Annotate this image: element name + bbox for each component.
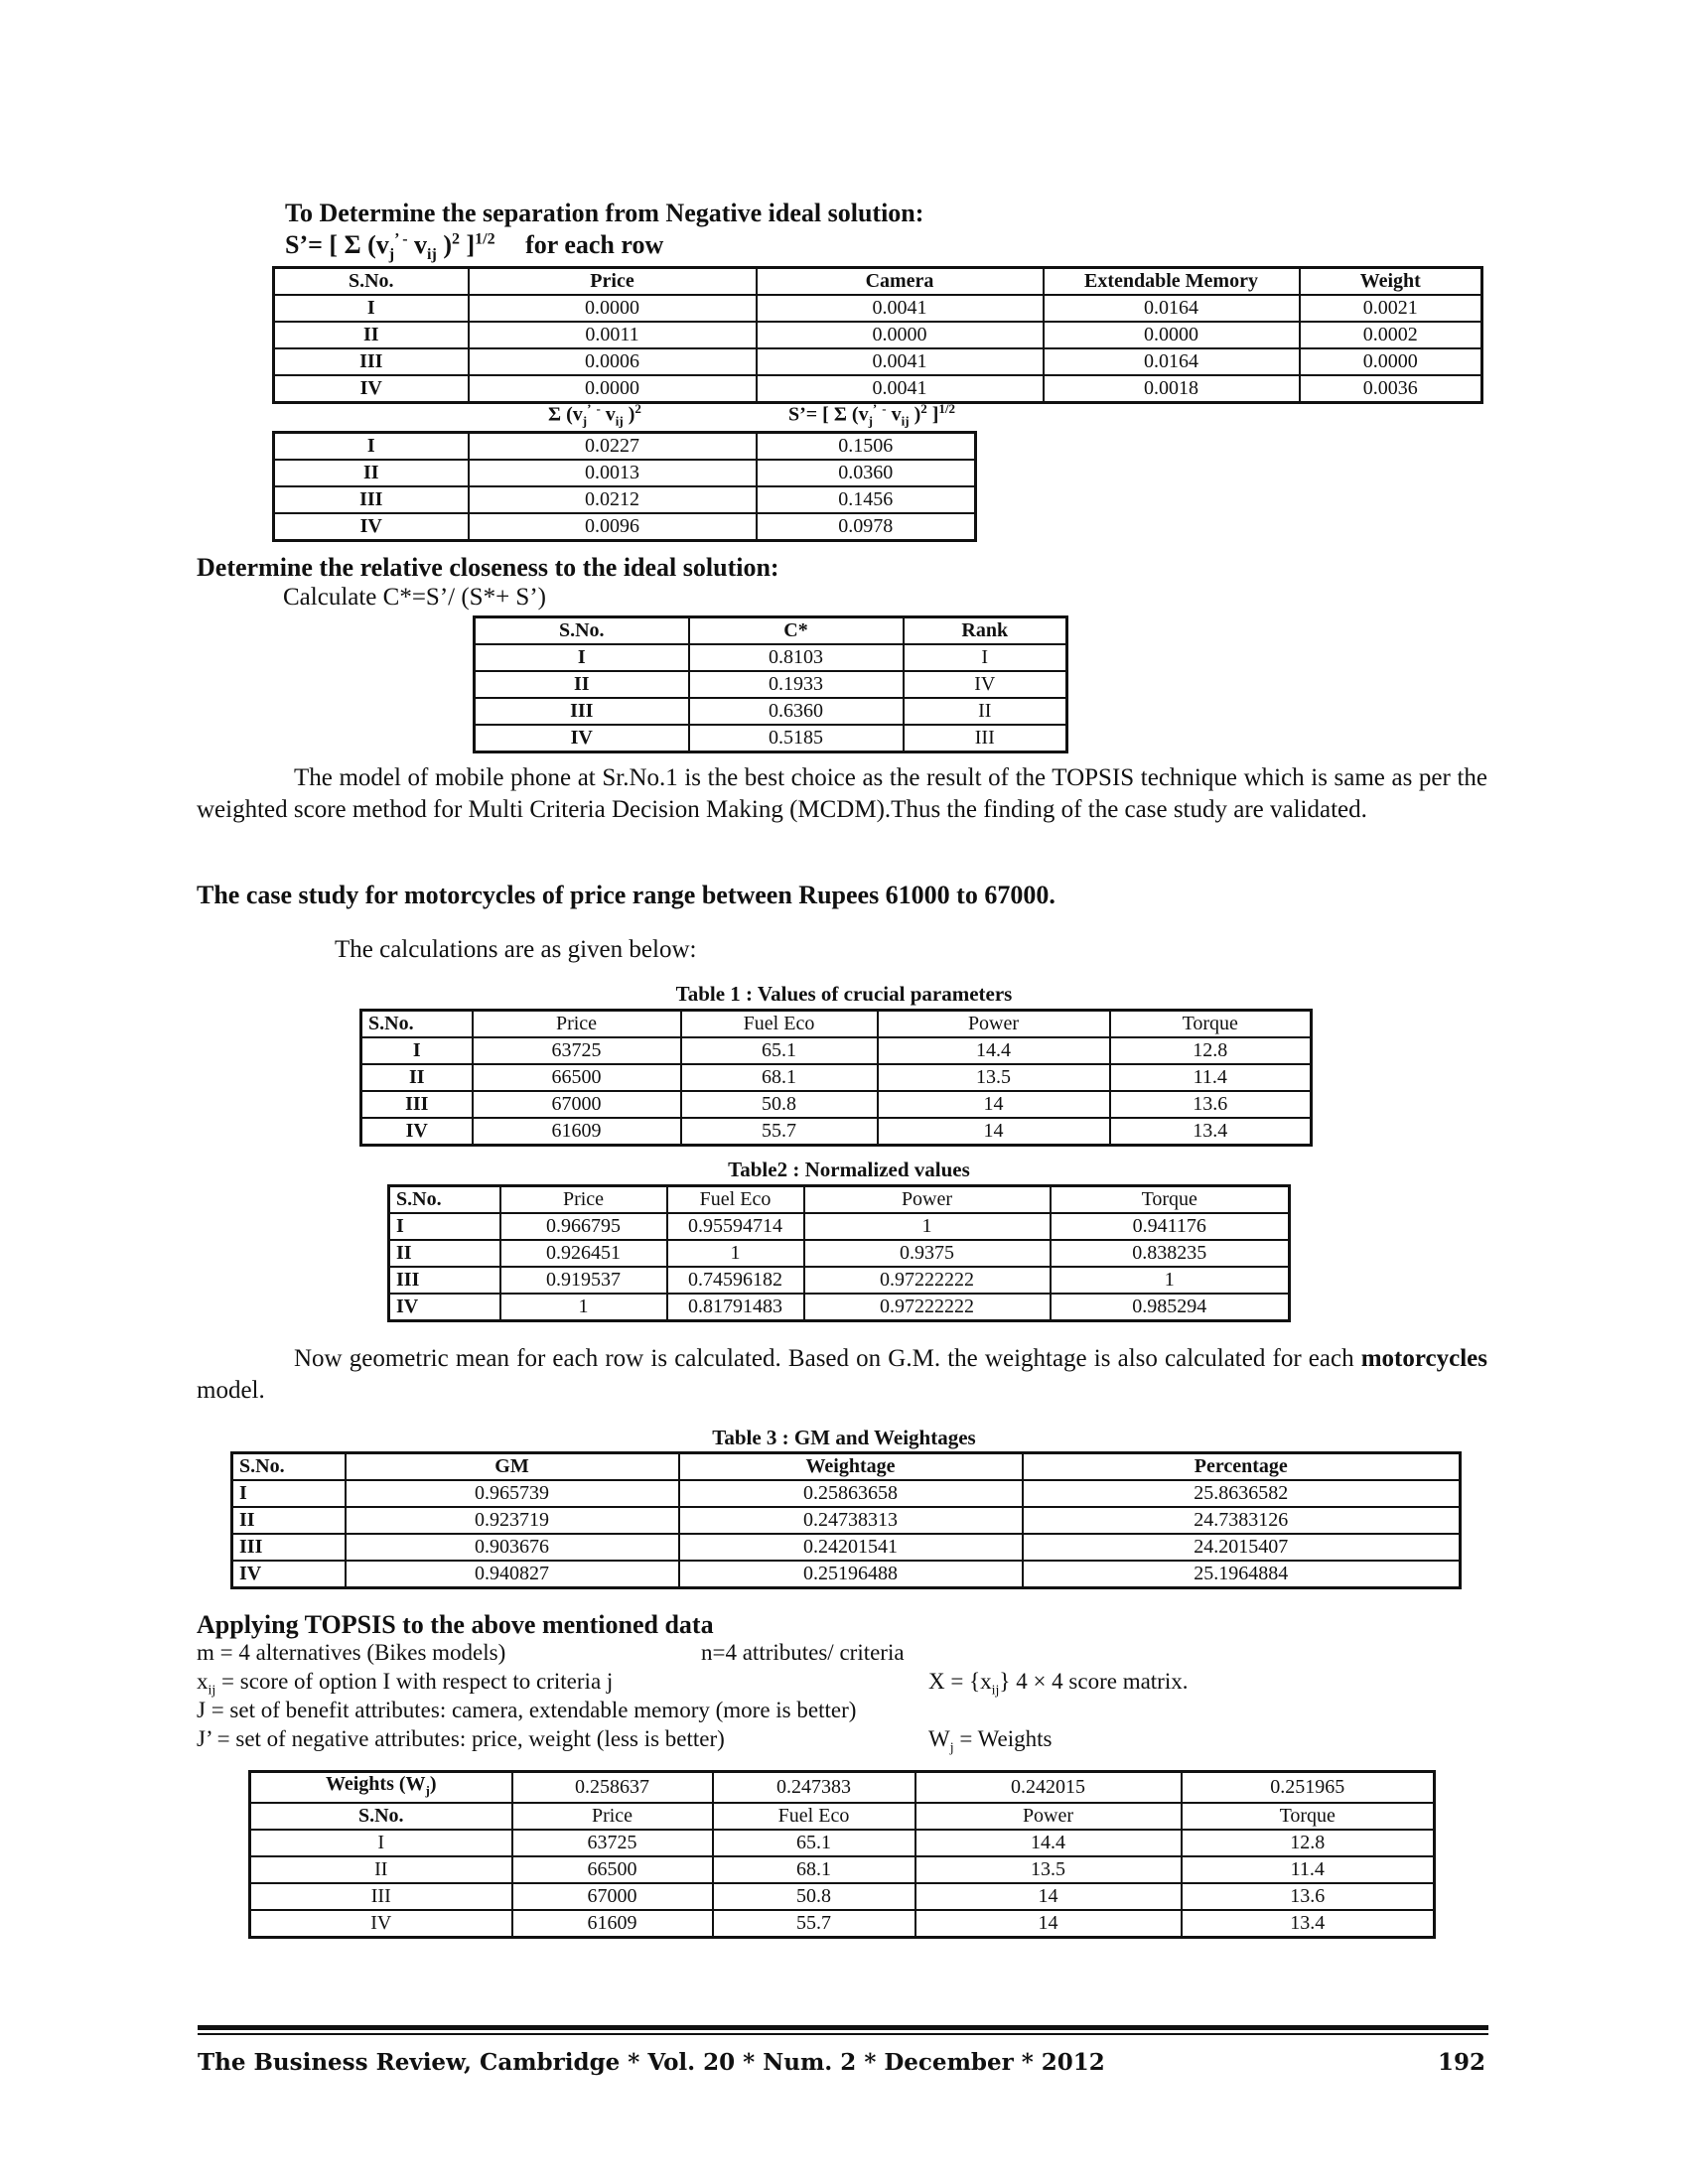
table-row <box>274 486 976 513</box>
table-cell: 55.7 <box>681 1118 878 1146</box>
table-cell: 24.2015407 <box>1023 1534 1461 1561</box>
row-label: IV <box>232 1561 346 1588</box>
table-row <box>389 1213 1290 1240</box>
table-cell: 0.0000 <box>1300 348 1482 375</box>
table-row <box>475 644 1067 671</box>
table-cell: 68.1 <box>713 1856 915 1883</box>
table-cell: 1 <box>500 1294 667 1321</box>
col-header: Price <box>500 1186 667 1214</box>
row-label: IV <box>274 375 469 403</box>
table-header-row <box>475 617 1067 645</box>
row-label: III <box>274 486 469 513</box>
table-cell: 0.0164 <box>1044 348 1300 375</box>
table-cell: 0.0978 <box>757 513 976 541</box>
table-row <box>232 1507 1461 1534</box>
table-cell: 0.97222222 <box>804 1267 1051 1294</box>
table-cell: 0.0041 <box>757 348 1044 375</box>
table-cell: 13.4 <box>1110 1118 1312 1146</box>
sum-squares-heading: Σ ($v_j^’$ - $v_{ij}$ )$^2$ <box>548 401 641 429</box>
col-header: Rank <box>904 617 1067 645</box>
table-cell: 1 <box>1051 1267 1290 1294</box>
table-cell: I <box>904 644 1067 671</box>
table-cell: 14 <box>915 1910 1182 1938</box>
table-cell: 1 <box>667 1240 804 1267</box>
col-header: S.No. <box>361 1011 473 1038</box>
table-header-row <box>274 268 1482 296</box>
col-header: Percentage <box>1023 1453 1461 1481</box>
table-cell: 68.1 <box>681 1064 878 1091</box>
col-header: Fuel Eco <box>681 1011 878 1038</box>
table-row <box>274 375 1482 403</box>
table-cell: 0.95594714 <box>667 1213 804 1240</box>
col-header: Extendable Memory <box>1044 268 1300 296</box>
table-row <box>389 1267 1290 1294</box>
table-cell: 0.0000 <box>469 375 757 403</box>
table-cell: 25.1964884 <box>1023 1561 1461 1588</box>
col-header: Power <box>915 1803 1182 1830</box>
neg-formula: S’= [ Σ ($v_j^{’ -}$ $v_{ij}$ )$^2$ ]$^{1/2}$ for each row <box>285 230 664 264</box>
weights-definition-line: $W_j$ = Weights <box>928 1726 1053 1756</box>
table-row <box>361 1064 1312 1091</box>
table-cell: 0.903676 <box>346 1534 679 1561</box>
table-cell: 0.0164 <box>1044 295 1300 322</box>
table-cell: 0.0011 <box>469 322 757 348</box>
table3-caption: Table 3 : GM and Weightages <box>712 1426 976 1449</box>
footer-rule-thin <box>198 2033 1488 2035</box>
table-cell: 0.0360 <box>757 460 976 486</box>
table-cell: 66500 <box>512 1856 713 1883</box>
table-cell: 0.0002 <box>1300 322 1482 348</box>
table-cell: 0.24201541 <box>679 1534 1023 1561</box>
table-header-row <box>232 1453 1461 1481</box>
table-cell: 13.6 <box>1110 1091 1312 1118</box>
neg-section-heading: To Determine the separation from Negative ideal solution: <box>285 199 924 227</box>
table-cell: 25.8636582 <box>1023 1480 1461 1507</box>
table-row <box>389 1240 1290 1267</box>
row-label: IV <box>361 1118 473 1146</box>
neg-sum-table <box>272 431 977 542</box>
row-label: I <box>361 1037 473 1064</box>
table-cell: 0.9375 <box>804 1240 1051 1267</box>
col-header: Price <box>512 1803 713 1830</box>
table-cell: 0.1456 <box>757 486 976 513</box>
row-label: III <box>274 348 469 375</box>
table-cell: 65.1 <box>713 1830 915 1856</box>
row-label: IV <box>250 1910 512 1938</box>
table-row <box>475 725 1067 752</box>
table-cell: 0.838235 <box>1051 1240 1290 1267</box>
col-header: Power <box>804 1186 1051 1214</box>
table-cell: 0.923719 <box>346 1507 679 1534</box>
col-header: S.No. <box>389 1186 500 1214</box>
table-cell: 14 <box>878 1091 1110 1118</box>
table-row <box>274 433 976 461</box>
weights-row <box>250 1772 1435 1804</box>
table-cell: 13.5 <box>915 1856 1182 1883</box>
table-cell: 14 <box>878 1118 1110 1146</box>
row-label: III <box>250 1883 512 1910</box>
col-header: Power <box>878 1011 1110 1038</box>
table-cell: 50.8 <box>713 1883 915 1910</box>
table-row <box>232 1480 1461 1507</box>
table1-crucial-parameters <box>359 1009 1313 1147</box>
col-header: Torque <box>1051 1186 1290 1214</box>
neg-separation-table <box>272 266 1483 404</box>
col-header: Camera <box>757 268 1044 296</box>
table-cell: 12.8 <box>1182 1830 1435 1856</box>
col-header: S.No. <box>475 617 689 645</box>
col-header: S.No. <box>250 1803 512 1830</box>
table-row <box>274 322 1482 348</box>
table-cell: 0.251965 <box>1182 1772 1435 1804</box>
score-matrix-line: $X = \{x_{ij}\} 4 \times 4$ score matrix. <box>928 1669 1189 1699</box>
table-cell: 0.985294 <box>1051 1294 1290 1321</box>
table-cell: 0.242015 <box>915 1772 1182 1804</box>
row-label: II <box>361 1064 473 1091</box>
table-cell: 24.7383126 <box>1023 1507 1461 1534</box>
table-cell: 0.0096 <box>469 513 757 541</box>
table-cell: 0.247383 <box>713 1772 915 1804</box>
table-cell: III <box>904 725 1067 752</box>
col-header: Price <box>473 1011 681 1038</box>
table-cell: 0.1506 <box>757 433 976 461</box>
col-header: Fuel Eco <box>713 1803 915 1830</box>
col-header: Torque <box>1110 1011 1312 1038</box>
table-cell: 0.919537 <box>500 1267 667 1294</box>
score-definition-line: $x_{ij}$ = score of option I with respect to criteria j <box>197 1669 614 1699</box>
col-header: Weight <box>1300 268 1482 296</box>
table-cell: 14.4 <box>915 1830 1182 1856</box>
table-cell: 0.0227 <box>469 433 757 461</box>
table-cell: 0.258637 <box>512 1772 713 1804</box>
table-cell: 0.0018 <box>1044 375 1300 403</box>
s-prime-heading: S’= [ Σ ($v_j^’$ - $v_{ij}$ )$^2$ ]$^{1/2}$ <box>788 401 956 429</box>
table1-caption: Table 1 : Values of crucial parameters <box>675 982 1013 1006</box>
row-label: I <box>250 1830 512 1856</box>
table-cell: 11.4 <box>1182 1856 1435 1883</box>
table-cell: 0.0021 <box>1300 295 1482 322</box>
col-header: Weightage <box>679 1453 1023 1481</box>
motorcycle-case-heading: The case study for motorcycles of price range between Rupees 61000 to 67000. <box>197 881 1055 909</box>
conclusion-paragraph: The model of mobile phone at Sr.No.1 is the best choice as the result of the TOPSIS technique which is same as per the weighted score method for Multi Criteria Decision Making (MCDM).Thus the finding of the case study are validated. <box>197 764 1487 823</box>
row-label: IV <box>274 513 469 541</box>
closeness-formula: Calculate C*=S’/ (S*+ S’) <box>283 584 546 611</box>
table2-caption: Table2 : Normalized values <box>728 1158 970 1181</box>
negative-attributes-line: J’ = set of negative attributes: price, weight (less is better) <box>197 1726 725 1751</box>
table-row <box>274 460 976 486</box>
table-row <box>274 348 1482 375</box>
closeness-table <box>473 615 1068 753</box>
table2-normalized-values <box>387 1184 1291 1322</box>
table-cell: 0.0000 <box>1044 322 1300 348</box>
table-header-row <box>250 1803 1435 1830</box>
col-header: Torque <box>1182 1803 1435 1830</box>
row-label: III <box>475 698 689 725</box>
closeness-heading: Determine the relative closeness to the ideal solution: <box>197 553 779 582</box>
page-number: 192 <box>1437 2049 1485 2076</box>
row-label: II <box>274 322 469 348</box>
table-cell: 0.0000 <box>469 295 757 322</box>
table-row <box>389 1294 1290 1321</box>
table-cell: 0.97222222 <box>804 1294 1051 1321</box>
table-cell: 66500 <box>473 1064 681 1091</box>
table-cell: 0.25863658 <box>679 1480 1023 1507</box>
footer-rule-thick <box>198 2025 1488 2030</box>
col-header: GM <box>346 1453 679 1481</box>
table-row <box>274 513 976 541</box>
table3-gm-weightages <box>230 1451 1462 1589</box>
row-label: I <box>274 433 469 461</box>
table-header-row <box>361 1011 1312 1038</box>
alternatives-line: m = 4 alternatives (Bikes models) <box>197 1640 506 1665</box>
table-cell: 11.4 <box>1110 1064 1312 1091</box>
table-cell: IV <box>904 671 1067 698</box>
row-label: III <box>232 1534 346 1561</box>
col-header: C* <box>689 617 904 645</box>
row-label: III <box>361 1091 473 1118</box>
table-cell: 14 <box>915 1883 1182 1910</box>
table-cell: 50.8 <box>681 1091 878 1118</box>
table-cell: 63725 <box>473 1037 681 1064</box>
table-row <box>250 1830 1435 1856</box>
geometric-mean-paragraph: Now geometric mean for each row is calculated. Based on G.M. the weightage is also calculated for each motorcycles model. <box>197 1345 1487 1404</box>
table-cell: 0.6360 <box>689 698 904 725</box>
row-label: IV <box>475 725 689 752</box>
table-row <box>361 1037 1312 1064</box>
row-label: I <box>232 1480 346 1507</box>
table-cell: 0.926451 <box>500 1240 667 1267</box>
table-cell: II <box>904 698 1067 725</box>
table-cell: 0.0041 <box>757 295 1044 322</box>
table-cell: 63725 <box>512 1830 713 1856</box>
table-cell: 55.7 <box>713 1910 915 1938</box>
table-cell: 0.1933 <box>689 671 904 698</box>
col-header: S.No. <box>232 1453 346 1481</box>
table-cell: 0.8103 <box>689 644 904 671</box>
table-cell: 0.966795 <box>500 1213 667 1240</box>
table-cell: 0.0000 <box>757 322 1044 348</box>
table-row <box>250 1883 1435 1910</box>
col-header: Fuel Eco <box>667 1186 804 1214</box>
table-cell: 12.8 <box>1110 1037 1312 1064</box>
table-cell: 13.4 <box>1182 1910 1435 1938</box>
table-cell: 0.74596182 <box>667 1267 804 1294</box>
table-row <box>361 1118 1312 1146</box>
table-cell: 67000 <box>473 1091 681 1118</box>
calculations-intro: The calculations are as given below: <box>335 936 697 963</box>
table-cell: 14.4 <box>878 1037 1110 1064</box>
table-cell: 0.5185 <box>689 725 904 752</box>
table-cell: 0.0212 <box>469 486 757 513</box>
table-cell: 0.0013 <box>469 460 757 486</box>
table-cell: 65.1 <box>681 1037 878 1064</box>
table-header-row <box>389 1186 1290 1214</box>
table-cell: 0.940827 <box>346 1561 679 1588</box>
table-row <box>274 295 1482 322</box>
table-cell: 13.5 <box>878 1064 1110 1091</box>
row-label: III <box>389 1267 500 1294</box>
table-cell: 0.24738313 <box>679 1507 1023 1534</box>
table-cell: 0.0041 <box>757 375 1044 403</box>
table-row <box>361 1091 1312 1118</box>
table-cell: 0.965739 <box>346 1480 679 1507</box>
topsis-heading: Applying TOPSIS to the above mentioned data <box>197 1610 714 1639</box>
table-row <box>250 1910 1435 1938</box>
row-label: II <box>232 1507 346 1534</box>
row-label: II <box>250 1856 512 1883</box>
table-cell: 61609 <box>473 1118 681 1146</box>
col-header: S.No. <box>274 268 469 296</box>
table-cell: 0.0036 <box>1300 375 1482 403</box>
col-header: Price <box>469 268 757 296</box>
weights-label: Weights $(W_j)$ <box>250 1772 512 1804</box>
table-cell: 61609 <box>512 1910 713 1938</box>
table-cell: 0.25196488 <box>679 1561 1023 1588</box>
benefit-attributes-line: J = set of benefit attributes: camera, extendable memory (more is better) <box>197 1698 857 1722</box>
row-label: I <box>274 295 469 322</box>
row-label: I <box>475 644 689 671</box>
table-cell: 0.0006 <box>469 348 757 375</box>
criteria-line: n=4 attributes/ criteria <box>701 1640 905 1665</box>
row-label: IV <box>389 1294 500 1321</box>
table-cell: 1 <box>804 1213 1051 1240</box>
table-row <box>250 1856 1435 1883</box>
footer-journal-info: The Business Review, Cambridge * Vol. 20 * Num. 2 * December * 2012 <box>198 2049 1105 2076</box>
table-row <box>475 671 1067 698</box>
row-label: II <box>274 460 469 486</box>
topsis-weights-table <box>248 1770 1436 1939</box>
table-cell: 13.6 <box>1182 1883 1435 1910</box>
table-row <box>475 698 1067 725</box>
table-cell: 0.941176 <box>1051 1213 1290 1240</box>
row-label: II <box>389 1240 500 1267</box>
table-cell: 67000 <box>512 1883 713 1910</box>
table-row <box>232 1561 1461 1588</box>
row-label: I <box>389 1213 500 1240</box>
table-cell: 0.81791483 <box>667 1294 804 1321</box>
row-label: II <box>475 671 689 698</box>
table-row <box>232 1534 1461 1561</box>
